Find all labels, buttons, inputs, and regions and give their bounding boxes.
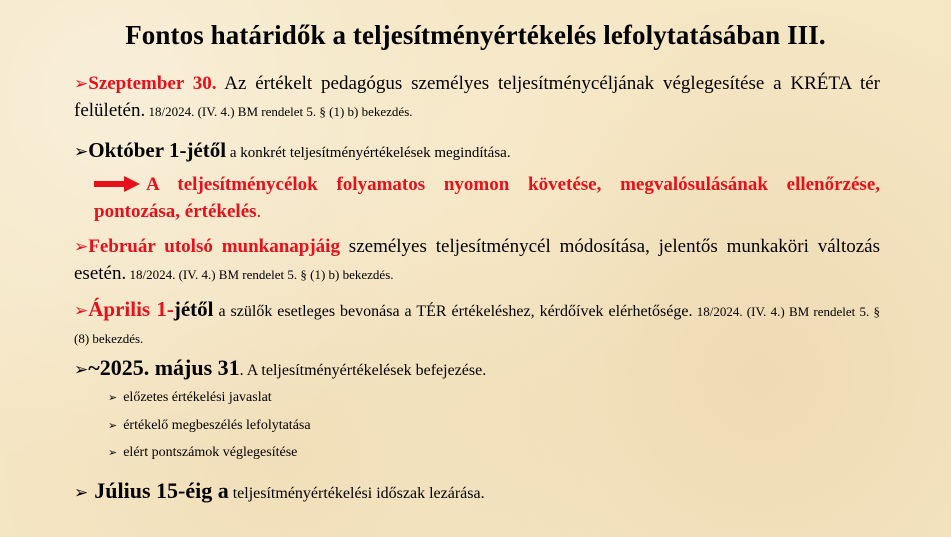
sub-bullet-arrow-icon: ➢ — [108, 447, 118, 459]
sub-bullet-arrow-icon: ➢ — [108, 420, 118, 432]
date-highlight: Július 15-éig — [94, 478, 213, 503]
item-text: a szülők esetleges bevonása a TÉR értékeléshez, kérdőívek elérhetősége. — [213, 303, 693, 320]
slide-title: Fontos határidők a teljesítményértékelés lefolytatásában III. — [125, 20, 826, 50]
list-item-april — [74, 296, 880, 352]
item-text: Az értékelt pedagógus személyes teljesítménycéljának véglegesítése a KRÉTA tér felületén. — [74, 73, 880, 121]
date-highlight: Október 1-jétől — [88, 138, 227, 162]
list-item-september — [74, 70, 880, 125]
arrow-emphasis-line — [94, 171, 880, 225]
date-highlight-suffix: jétől — [173, 297, 214, 321]
sub-item-text: előzetes értékelési javaslat — [123, 390, 272, 405]
list-item-october — [74, 137, 880, 167]
bullet-arrow-icon: ➢ — [74, 483, 89, 502]
bullet-arrow-icon: ➢ — [74, 74, 89, 93]
date-highlight: Szeptember 30. — [88, 73, 217, 94]
emphasis-tail: . — [256, 201, 262, 222]
item-text: . A teljesítményértékelések befejezése. — [239, 362, 487, 379]
legal-reference: 18/2024. (IV. 4.) BM rendelet 5. § (8) bekezdés. — [74, 304, 881, 346]
item-text: személyes teljesítménycél módosítása, jelentős munkaköri változás esetén. — [74, 236, 881, 284]
sub-bullet-arrow-icon: ➢ — [108, 392, 118, 404]
bullet-arrow-icon: ➢ — [74, 301, 89, 320]
bullet-arrow-icon: ➢ — [74, 360, 89, 379]
list-item-july — [74, 477, 880, 507]
bullet-arrow-icon: ➢ — [74, 142, 89, 161]
item-text: a konkrét teljesítményértékelések megindítása. — [226, 145, 511, 161]
date-highlight: Február utolsó munkanapjáig — [88, 236, 340, 257]
legal-reference: 18/2024. (IV. 4.) BM rendelet 5. § (1) b) bekezdés. — [145, 104, 413, 119]
list-item-february — [74, 233, 880, 288]
sub-item-text: elért pontszámok véglegesítése — [123, 445, 298, 460]
sub-item-text: értékelő megbeszélés lefolytatása — [123, 418, 311, 433]
right-arrow-icon — [94, 175, 140, 193]
date-highlight: ~2025. május 31 — [88, 355, 240, 380]
sub-list-item — [108, 443, 297, 463]
connector-word: a — [212, 478, 229, 503]
date-highlight: Április 1- — [88, 297, 174, 321]
bullet-arrow-icon: ➢ — [74, 237, 89, 256]
legal-reference: 18/2024. (IV. 4.) BM rendelet 5. § (1) b) bekezdés. — [126, 267, 394, 282]
sub-list-item — [108, 416, 311, 436]
list-item-may — [74, 354, 880, 384]
sub-list-item — [108, 388, 272, 408]
item-text: teljesítményértékelési időszak lezárása. — [228, 485, 485, 502]
emphasis-text: A teljesítménycélok folyamatos nyomon követése, megvalósulásának ellenőrzése, pontozása, értékelés — [94, 174, 880, 222]
